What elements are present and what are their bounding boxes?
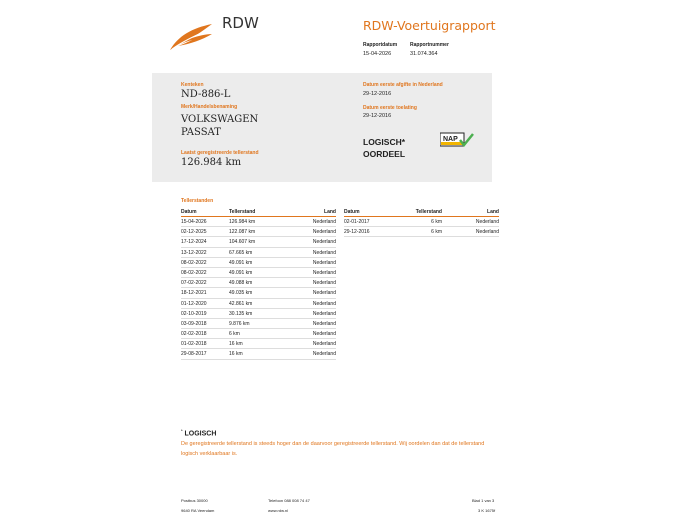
cell-land: Nederland bbox=[312, 280, 336, 287]
cell-land: Nederland bbox=[312, 290, 336, 297]
table-row bbox=[344, 217, 499, 227]
datum-toelating-label: Datum eerste toelating bbox=[363, 105, 417, 111]
cell-datum: 03-09-2018 bbox=[181, 320, 207, 327]
footer-page: Blad 1 van 3 bbox=[472, 498, 495, 503]
col-land: Land bbox=[324, 209, 336, 215]
cell-tellerstand: 30.135 km bbox=[229, 310, 253, 317]
cell-datum: 07-02-2022 bbox=[181, 280, 207, 287]
table-row bbox=[181, 309, 336, 319]
cell-tellerstand: 49.091 km bbox=[229, 259, 253, 266]
table-row bbox=[181, 268, 336, 278]
brand-name: RDW bbox=[222, 14, 259, 32]
cell-land: Nederland bbox=[312, 351, 336, 358]
table-row bbox=[181, 237, 336, 247]
table-header bbox=[181, 208, 336, 217]
footnote-mark: * bbox=[181, 428, 183, 433]
footer-postbus: Postbus 30000 bbox=[181, 498, 208, 503]
cell-datum: 18-12-2021 bbox=[181, 290, 207, 297]
cell-land: Nederland bbox=[312, 219, 336, 225]
cell-tellerstand: 16 km bbox=[229, 351, 243, 358]
cell-tellerstand: 126.984 km bbox=[229, 219, 256, 225]
datum-eerste-nl-label: Datum eerste afgifte in Nederland bbox=[363, 82, 443, 88]
cell-datum: 08-02-2022 bbox=[181, 259, 207, 266]
cell-tellerstand: 42.861 km bbox=[229, 300, 253, 307]
rapportnummer-value: 31.074.364 bbox=[410, 51, 438, 57]
table-row bbox=[181, 329, 336, 339]
cell-land: Nederland bbox=[312, 269, 336, 276]
cell-datum: 02-12-2025 bbox=[181, 229, 207, 236]
datum-toelating-value: 29-12-2016 bbox=[363, 113, 392, 119]
table-row bbox=[181, 248, 336, 258]
rapportdatum-label: Rapportdatum bbox=[363, 42, 398, 48]
cell-tellerstand: 6 km bbox=[431, 229, 442, 236]
cell-datum: 29-12-2016 bbox=[344, 229, 370, 236]
cell-tellerstand: 49.088 km bbox=[229, 280, 253, 287]
cell-land: Nederland bbox=[475, 219, 499, 225]
cell-land: Nederland bbox=[312, 310, 336, 317]
laatste-tellerstand-value: 126.984 km bbox=[181, 157, 242, 168]
cell-land: Nederland bbox=[475, 229, 499, 236]
table-row bbox=[181, 278, 336, 288]
footnote-text: De geregistreerde tellerstand is steeds hoger dan de daarvoor geregistreerde tellerstand. Wij oordelen dan dat de tellerstand logisch verklaarbaar is. bbox=[181, 441, 485, 457]
laatste-tellerstand-label: Laatst geregistreerde tellerstand bbox=[181, 150, 259, 156]
cell-tellerstand: 16 km bbox=[229, 341, 243, 348]
cell-tellerstand: 6 km bbox=[229, 331, 240, 338]
cell-datum: 02-01-2017 bbox=[344, 219, 370, 225]
cell-datum: 02-02-2018 bbox=[181, 331, 207, 338]
nap-check-icon bbox=[440, 132, 474, 148]
table-row bbox=[181, 217, 336, 227]
tellerstanden-table-left bbox=[181, 208, 336, 360]
table-body bbox=[344, 217, 499, 237]
tellerstanden-title: Tellerstanden bbox=[181, 198, 214, 204]
report-title: RDW-Voertuigrapport bbox=[363, 18, 496, 33]
cell-tellerstand: 49.035 km bbox=[229, 290, 253, 297]
cell-datum: 08-02-2022 bbox=[181, 269, 207, 276]
nap-text: NAP bbox=[443, 136, 458, 143]
table-row bbox=[181, 339, 336, 349]
table-header bbox=[344, 208, 499, 217]
kenteken-value: ND-886-L bbox=[181, 89, 231, 100]
col-land: Land bbox=[487, 209, 499, 215]
tellerstanden-table-right bbox=[344, 208, 499, 237]
table-row bbox=[181, 227, 336, 237]
col-tellerstand: Tellerstand bbox=[415, 209, 442, 215]
cell-land: Nederland bbox=[312, 229, 336, 236]
footer-telefoon: Telefoon 088 008 74 47 bbox=[268, 498, 310, 503]
cell-land: Nederland bbox=[312, 341, 336, 348]
oordeel-line2: OORDEEL bbox=[363, 149, 406, 159]
table-row bbox=[181, 349, 336, 359]
cell-datum: 01-12-2020 bbox=[181, 300, 207, 307]
rapportdatum-value: 15-04-2026 bbox=[363, 51, 392, 57]
cell-tellerstand: 9.876 km bbox=[229, 320, 250, 327]
cell-tellerstand: 6 km bbox=[431, 219, 442, 225]
footer-code: 3 K 1675f bbox=[478, 508, 496, 513]
cell-land: Nederland bbox=[312, 320, 336, 327]
rdw-logo-icon bbox=[168, 22, 216, 52]
col-datum: Datum bbox=[181, 209, 197, 215]
oordeel-line1: LOGISCH* bbox=[363, 137, 406, 147]
cell-land: Nederland bbox=[312, 331, 336, 338]
cell-tellerstand: 67.665 km bbox=[229, 249, 253, 256]
kenteken-label: Kenteken bbox=[181, 82, 204, 88]
footer-website: www.rdw.nl bbox=[268, 508, 289, 513]
cell-datum: 02-10-2019 bbox=[181, 310, 207, 317]
table-body bbox=[181, 217, 336, 360]
merk-value: VOLKSWAGEN bbox=[181, 114, 259, 125]
merk-label: Merk/Handelsbenaming bbox=[181, 104, 238, 110]
rapportnummer-label: Rapportnummer bbox=[410, 42, 449, 48]
cell-datum: 13-12-2022 bbox=[181, 249, 207, 256]
cell-land: Nederland bbox=[312, 300, 336, 307]
table-row bbox=[181, 299, 336, 309]
table-row bbox=[181, 319, 336, 329]
footer-address: 9640 RA Veendam bbox=[181, 508, 215, 513]
footnote-title bbox=[181, 428, 216, 437]
table-row bbox=[181, 288, 336, 298]
cell-tellerstand: 49.091 km bbox=[229, 269, 253, 276]
cell-land: Nederland bbox=[312, 249, 336, 256]
cell-land: Nederland bbox=[312, 239, 336, 246]
cell-datum: 29-08-2017 bbox=[181, 351, 207, 358]
oordeel-label bbox=[363, 136, 405, 160]
cell-datum: 01-02-2018 bbox=[181, 341, 207, 348]
col-datum: Datum bbox=[344, 209, 360, 215]
cell-tellerstand: 122.087 km bbox=[229, 229, 256, 236]
footnote-title-text: LOGISCH bbox=[184, 430, 217, 438]
col-tellerstand: Tellerstand bbox=[229, 209, 256, 215]
model-value: PASSAT bbox=[181, 127, 221, 138]
cell-datum: 17-12-2024 bbox=[181, 239, 207, 246]
cell-land: Nederland bbox=[312, 259, 336, 266]
table-row bbox=[344, 227, 499, 237]
table-row bbox=[181, 258, 336, 268]
cell-tellerstand: 104.607 km bbox=[229, 239, 256, 246]
datum-eerste-nl-value: 29-12-2016 bbox=[363, 91, 392, 97]
cell-datum: 15-04-2026 bbox=[181, 219, 207, 225]
